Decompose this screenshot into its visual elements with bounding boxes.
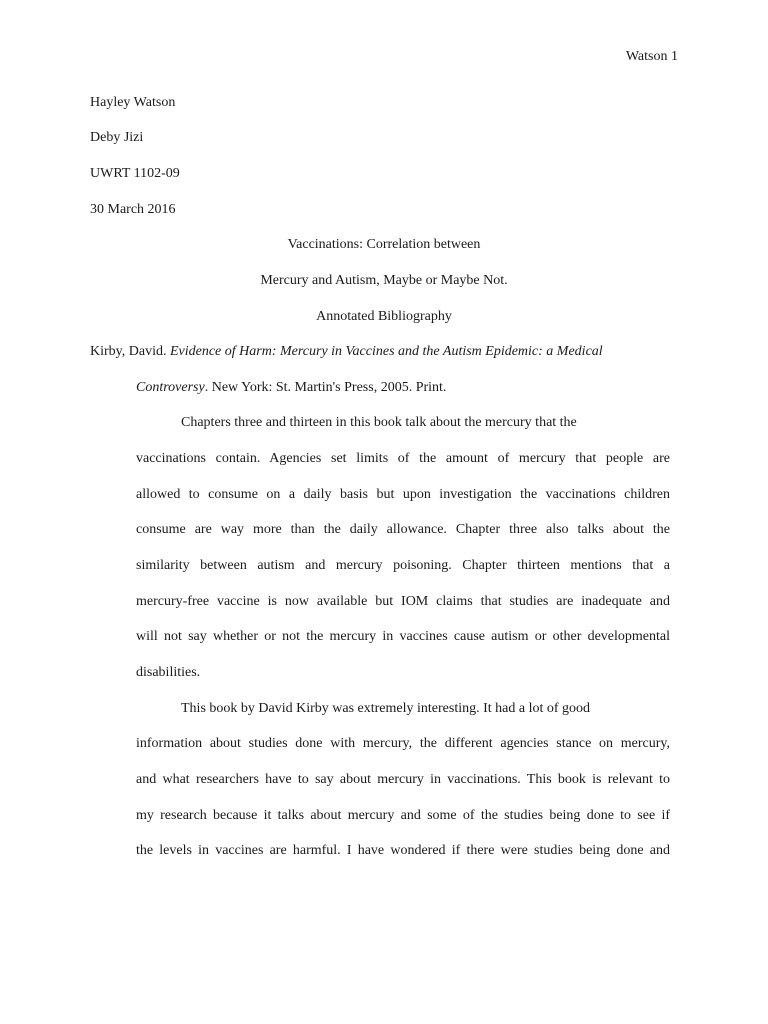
paragraph1-line: Chapters three and thirteen in this book talk about the mercury that the <box>181 415 577 430</box>
instructor-name: Deby Jizi <box>90 130 144 145</box>
running-head: Watson 1 <box>625 49 678 64</box>
citation-line-1 <box>90 343 603 361</box>
title-line-1: Vaccinations: Correlation between <box>287 237 481 252</box>
paragraph1-line: consume are way more than the daily allowance. Chapter three also talks about the <box>136 522 670 537</box>
paragraph2-line: and what researchers have to say about mercury in vaccinations. This book is relevant to <box>136 772 670 787</box>
citation-title-part2: Controversy <box>136 380 205 395</box>
paragraph1-line: vaccinations contain. Agencies set limits of the amount of mercury that people are <box>136 451 670 466</box>
citation-publication: . New York: St. Martin's Press, 2005. Print. <box>204 380 447 395</box>
paragraph1-line: allowed to consume on a daily basis but upon investigation the vaccinations children <box>136 487 670 502</box>
paragraph1-line: disabilities. <box>136 665 201 680</box>
paragraph2-line: information about studies done with mercury, the different agencies stance on mercury, <box>136 736 670 751</box>
paragraph2-line: This book by David Kirby was extremely interesting. It had a lot of good <box>181 701 591 716</box>
paper-date: 30 March 2016 <box>90 202 176 217</box>
paragraph2-line: the levels in vaccines are harmful. I have wondered if there were studies being done and <box>136 843 670 858</box>
author-name: Hayley Watson <box>90 95 176 110</box>
paragraph2-line: my research because it talks about mercury and some of the studies being done to see if <box>136 808 670 823</box>
citation-author: Kirby, David. <box>90 344 167 359</box>
title-line-2: Mercury and Autism, Maybe or Maybe Not. <box>260 273 508 288</box>
citation-line-2 <box>136 379 446 397</box>
title-line-3: Annotated Bibliography <box>316 309 452 324</box>
paragraph1-line: similarity between autism and mercury poisoning. Chapter thirteen mentions that a <box>136 558 670 573</box>
course-number: UWRT 1102-09 <box>90 166 180 181</box>
paragraph1-line: mercury-free vaccine is now available but IOM claims that studies are inadequate and <box>136 594 670 609</box>
citation-title-part1: Evidence of Harm: Mercury in Vaccines and the Autism Epidemic: a Medical <box>169 344 603 359</box>
paragraph1-line: will not say whether or not the mercury in vaccines cause autism or other developmental <box>136 629 670 644</box>
